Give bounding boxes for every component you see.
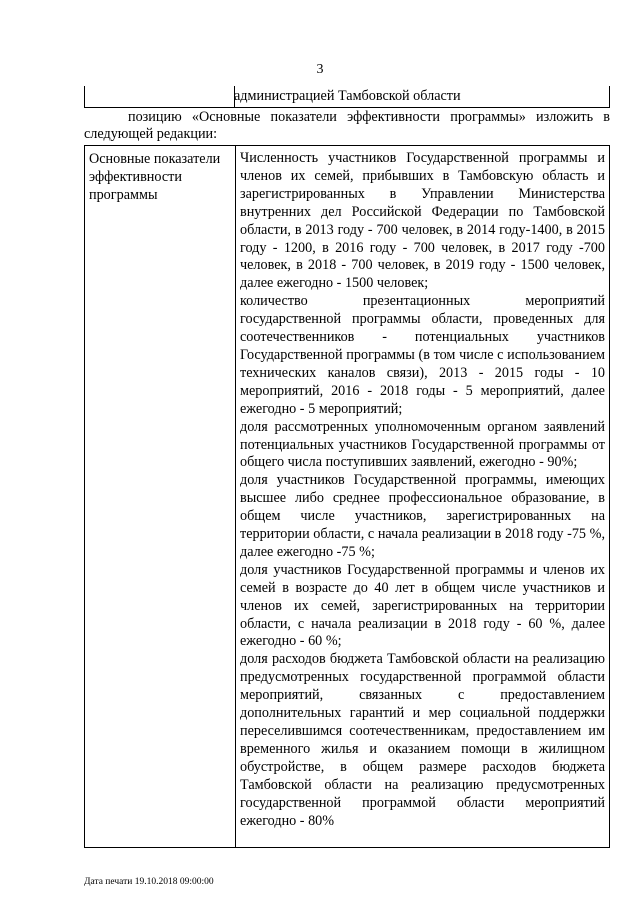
indicator-paragraph: доля рассмотренных уполномоченным органом заявлений потенциальных участников Государственной программы от общего числа поступивших заявлений, ежегодно - 90%; [240,418,605,471]
page-number: 3 [316,62,324,77]
indicator-paragraph: Численность участников Государственной программы и членов их семей, прибывших в Тамбовскую область и зарегистрированных в Управлении Министерства внутренних дел Российской Федерации по Тамбовской области, в 2013 году - 700 человек, в 2014 году-1400, в 2015 году - 1200, в 2016 году - 700 человек, в 2017 году -700 человек, в 2018 - 700 человек, в 2019 году - 1500 человек, далее ежегодно - 1500 человек; [240,150,605,292]
previous-table-row [84,86,610,108]
indicators-label-cell: Основные показатели эффективности программы [89,151,221,203]
indicator-paragraph: доля участников Государственной программы, имеющих высшее либо среднее профессиональное образование, в общем числе участников, зарегистрированных на территории области, с начала реализации в 2018 году -75 %, далее ежегодно -75 %; [240,472,605,560]
print-date-footer: Дата печати 19.10.2018 09:00:00 [84,877,214,887]
column-divider [235,146,236,847]
indicator-paragraph: доля расходов бюджета Тамбовской области на реализацию предусмотренных государственной программой области мероприятий, связанных с предоставлением дополнительных гарантий и мер социальной поддержки переселившимся соотечественникам, предоставлением им временного жилья и оказанием помощи в жилищном обустройстве, в общем размере расходов бюджета Тамбовской области на реализацию предусмотренных государственной программой области мероприятий ежегодно - 80% [240,651,605,829]
indicators-table [84,145,610,848]
indicator-paragraph: количество презентационных мероприятий государственной программы области, проведенных для соотечественников - потенциальных участников Государственной программы (в том числе с использованием технических каналов связи), 2013 - 2015 годы - 10 мероприятий, 2016 - 2018 годы - 5 мероприятий, далее ежегодно - 5 мероприятий; [240,293,605,417]
indicator-paragraph: доля участников Государственной программы и членов их семей в возрасте до 40 лет в общем числе участников и членов их семей, зарегистрированных на территории области, с начала реализации в 2018 году - 60 %, далее ежегодно - 60 %; [240,561,605,650]
previous-row-text: администрацией Тамбовской области [234,88,461,104]
row-border-left [84,86,85,108]
row-border-right [609,86,610,108]
intro-paragraph: позицию «Основные показатели эффективности программы» изложить в следующей редакции: [84,109,610,142]
row-border-bottom [84,107,610,108]
indicators-content-cell [240,150,605,830]
